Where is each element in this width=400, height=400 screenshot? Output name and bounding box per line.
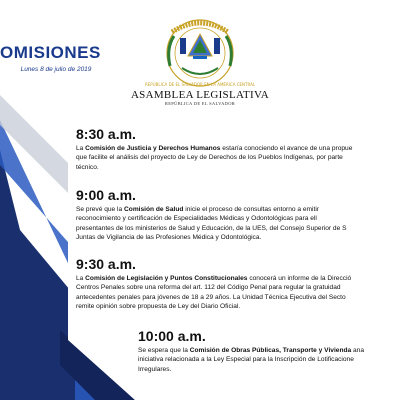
agenda-item-1000 [138, 328, 400, 374]
agenda-line: Se prevé que la Comisión de Salud inicie el proceso de consultas entorno a emitir [76, 206, 320, 213]
org-name: ASAMBLEA LEGISLATIVA [130, 89, 270, 101]
agenda-line: Centros Penales sobre una reforma del art. 112 del Código Penal para regular la gratuidad [76, 284, 341, 292]
agenda-line: Se espera que la Comisión de Obras Públicas, Transporte y Vivienda ana [138, 347, 365, 354]
agenda-time: 9:00 a.m. [76, 187, 136, 203]
svg-text:REPÚBLICA DE EL SALVADOR EN LA: REPÚBLICA DE EL SALVADOR EN LA AMÉRICA CENTRAL [144, 82, 256, 87]
org-subtitle: REPÚBLICA DE EL SALVADOR [164, 101, 236, 106]
agenda-line: La Comisión de Justicia y Derechos Humanos estaría conociendo el avance de una propue [76, 145, 353, 152]
national-seal-icon [144, 18, 256, 88]
agenda-item-0830 [76, 126, 400, 172]
agenda-line: Irregulares. [138, 365, 172, 373]
agenda-line: iniciativa relacionada a la Ley Especial para la Inscripción de Lotificacione [138, 356, 354, 364]
page-date: Lunes 8 de julio de 2019 [20, 66, 92, 73]
page-title: OMISIONES [0, 43, 101, 62]
agenda-time: 10:00 a.m. [138, 328, 206, 344]
agenda-line: remite opinión sobre propuesta de Ley del Diario Oficial. [76, 303, 241, 311]
agenda-item-0930 [76, 256, 400, 312]
agenda-line: presentantes de los ministerios de Salud y Educación, de la UES, del Consejo Superior de S [76, 224, 347, 232]
agenda-line: antecedentes penales para jóvenes de 18 a 29 años. La Unidad Técnica Ejecutiva del Secto [76, 293, 346, 301]
agenda-time: 9:30 a.m. [76, 256, 136, 272]
agenda-line: Juntas de Vigilancia de las Profesiones Médica y Odontológica. [76, 234, 262, 242]
agenda-line: La Comisión de Legislación y Puntos Constitucionales conocerá un informe de la Direcció [76, 275, 352, 282]
agenda-item-0900 [76, 187, 400, 243]
agenda-line: que facilite el análisis del proyecto de Ley de Derechos de los Pueblos Indígenas, por parte [76, 154, 343, 162]
agenda-line: técnico. [76, 163, 99, 171]
agenda-time: 8:30 a.m. [76, 126, 136, 142]
agenda-line: reconocimiento y certificación de Especialidades Médicas y Odontológicas para ell [76, 215, 317, 223]
